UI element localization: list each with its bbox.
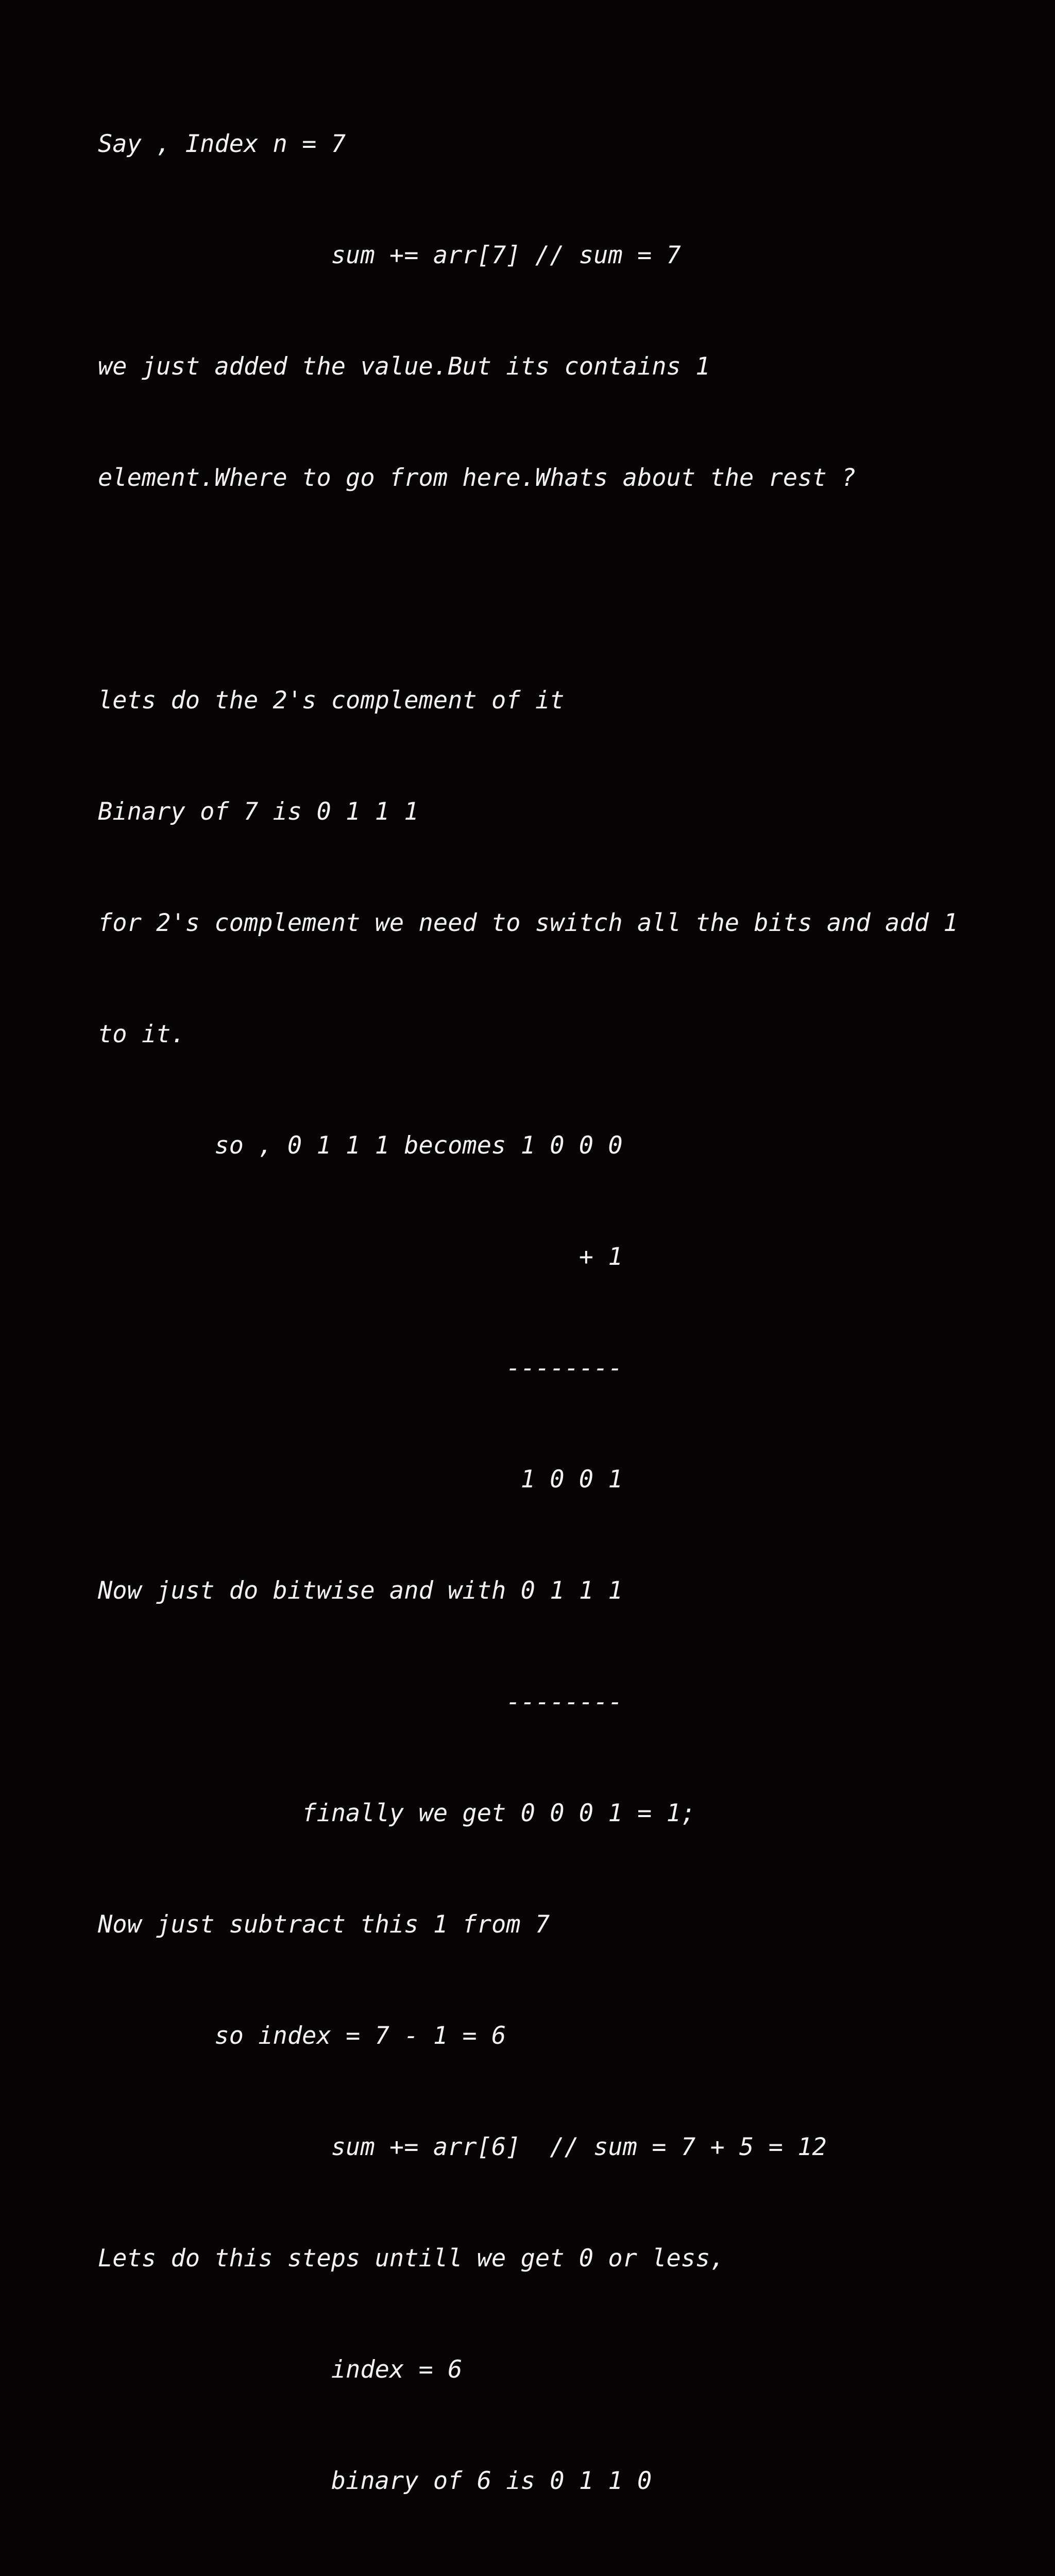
code-text-block [98, 52, 973, 2576]
text-line: for 2's complement we need to switch all the bits and add 1 [98, 909, 958, 937]
divider-line: -------- [98, 1354, 623, 1382]
text-line: Lets do this steps untill we get 0 or less, [98, 2244, 725, 2273]
text-line: so index = 7 - 1 = 6 [98, 2022, 506, 2050]
text-line: 1 0 0 1 [98, 1465, 623, 1494]
text-line: + 1 [98, 1243, 623, 1271]
text-line: Now just do bitwise and with 0 1 1 1 [98, 1577, 623, 1605]
text-line: lets do the 2's complement of it [98, 686, 565, 715]
divider-line: -------- [98, 1688, 623, 1716]
text-line: element.Where to go from here.Whats about the rest ? [98, 464, 856, 492]
text-line: Now just subtract this 1 from 7 [98, 1910, 550, 1939]
text-line: sum += arr[7] // sum = 7 [98, 241, 681, 269]
text-line [98, 2574, 973, 2576]
text-line: Binary of 7 is 0 1 1 1 [98, 798, 419, 826]
text-line: we just added the value.But its contains 1 [98, 352, 710, 381]
text-line: finally we get 0 0 0 1 = 1; [98, 1799, 696, 1827]
blank-line [98, 571, 973, 608]
text-line: index = 6 [98, 2355, 463, 2384]
text-line: sum += arr[6] // sum = 7 + 5 = 12 [98, 2133, 827, 2161]
text-line: binary of 6 is 0 1 1 0 [98, 2467, 652, 2495]
text-line: Say , Index n = 7 [98, 130, 346, 158]
text-line: to it. [98, 1020, 185, 1048]
text-line: so , 0 1 1 1 becomes 1 0 0 0 [98, 1131, 623, 1160]
